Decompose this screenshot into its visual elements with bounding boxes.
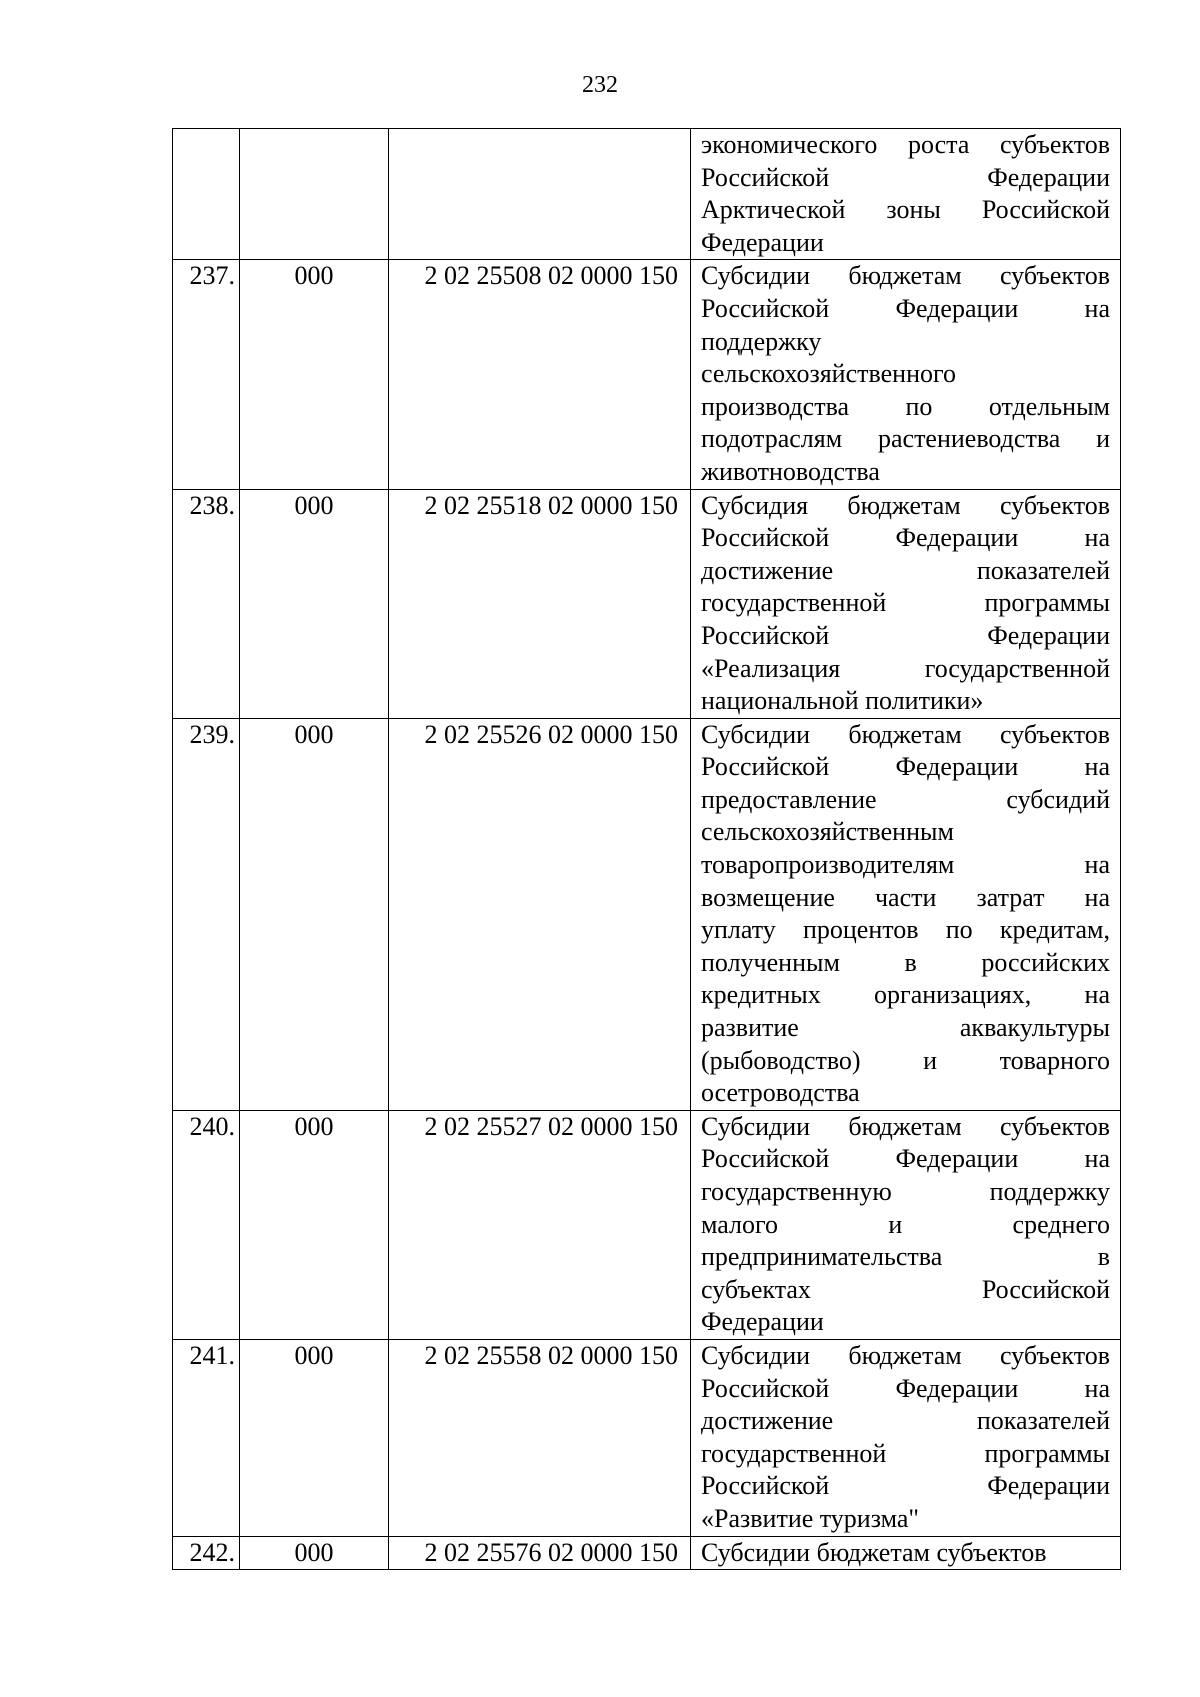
budget-code-cell [389, 129, 691, 260]
description-line: «Реализация государственной [701, 653, 1110, 683]
table-row [173, 1339, 1121, 1536]
description-line: полученным в российских [701, 947, 1110, 977]
description-line: Субсидии бюджетам субъектов [701, 1111, 1110, 1141]
description-line: Арктической зоны Российской [701, 195, 1110, 225]
description-line: сельскохозяйственным [701, 817, 954, 847]
description-line: Субсидии бюджетам субъектов [701, 1537, 1047, 1567]
description-line: Российской Федерации на [701, 752, 1110, 782]
description-line: развитие аквакультуры [701, 1013, 1110, 1043]
row-number-cell: 239. [173, 718, 240, 1110]
row-number-cell: 238. [173, 489, 240, 718]
description-cell [691, 1536, 1121, 1570]
row-number-cell [173, 129, 240, 260]
description-line: производства по отдельным [701, 391, 1110, 421]
budget-code-cell: 2 02 25527 02 0000 150 [389, 1110, 691, 1339]
description-line: субъектах Российской [701, 1274, 1110, 1304]
description-line: товаропроизводителям на [701, 850, 1110, 880]
description-line: Субсидия бюджетам субъектов [701, 490, 1110, 520]
description-line: «Развитие туризма" [701, 1503, 920, 1533]
table-row [173, 489, 1121, 718]
description-cell [691, 489, 1121, 718]
table-row [173, 718, 1121, 1110]
row-number-cell: 237. [173, 260, 240, 489]
budget-code-cell: 2 02 25518 02 0000 150 [389, 489, 691, 718]
admin-code-cell: 000 [240, 260, 389, 489]
description-line: Федерации [701, 227, 824, 257]
description-line: малого и среднего [701, 1209, 1110, 1239]
description-line: государственной программы [701, 588, 1110, 618]
description-line: Российской Федерации на [701, 293, 1110, 323]
description-line: Российской Федерации [701, 620, 1110, 650]
description-line: поддержку [701, 326, 822, 356]
description-line: предпринимательства в [701, 1242, 1110, 1272]
description-line: осетроводства [701, 1078, 860, 1108]
description-line: возмещение части затрат на [701, 882, 1110, 912]
description-line: Субсидии бюджетам субъектов [701, 261, 1110, 291]
budget-code-table [172, 128, 1121, 1570]
admin-code-cell: 000 [240, 489, 389, 718]
description-line: предоставление субсидий [701, 784, 1110, 814]
budget-code-cell: 2 02 25526 02 0000 150 [389, 718, 691, 1110]
description-line: подотраслям растениеводства и [701, 424, 1110, 454]
table-body [173, 129, 1121, 1570]
table-row [173, 260, 1121, 489]
description-cell [691, 129, 1121, 260]
description-line: животноводства [701, 456, 880, 486]
table-row [173, 129, 1121, 260]
row-number-cell: 242. [173, 1536, 240, 1570]
table-row [173, 1110, 1121, 1339]
description-line: достижение показателей [701, 1406, 1110, 1436]
admin-code-cell: 000 [240, 718, 389, 1110]
description-line: Субсидии бюджетам субъектов [701, 1340, 1110, 1370]
description-line: достижение показателей [701, 555, 1110, 585]
description-line: Российской Федерации [701, 162, 1110, 192]
description-cell [691, 260, 1121, 489]
description-line: Федерации [701, 1307, 824, 1337]
table-row [173, 1536, 1121, 1570]
description-cell [691, 718, 1121, 1110]
description-line: государственную поддержку [701, 1177, 1110, 1206]
description-line: Российской Федерации на [701, 1144, 1110, 1174]
description-line: сельскохозяйственного [701, 359, 956, 389]
budget-code-cell: 2 02 25558 02 0000 150 [389, 1339, 691, 1536]
row-number-cell: 240. [173, 1110, 240, 1339]
row-number-cell: 241. [173, 1339, 240, 1536]
budget-code-cell: 2 02 25508 02 0000 150 [389, 260, 691, 489]
admin-code-cell [240, 129, 389, 260]
description-line: уплату процентов по кредитам, [701, 915, 1110, 945]
description-cell [691, 1339, 1121, 1536]
description-line: национальной политики» [701, 686, 984, 716]
description-line: Российской Федерации на [701, 1373, 1110, 1403]
description-line: государственной программы [701, 1438, 1110, 1468]
description-line: (рыбоводство) и товарного [701, 1045, 1110, 1075]
admin-code-cell: 000 [240, 1110, 389, 1339]
description-line: Российской Федерации [701, 1471, 1110, 1501]
admin-code-cell: 000 [240, 1339, 389, 1536]
description-cell [691, 1110, 1121, 1339]
admin-code-cell: 000 [240, 1536, 389, 1570]
description-line: Субсидии бюджетам субъектов [701, 719, 1110, 749]
budget-code-cell: 2 02 25576 02 0000 150 [389, 1536, 691, 1570]
description-line: кредитных организациях, на [701, 980, 1110, 1010]
description-line: Российской Федерации на [701, 523, 1110, 553]
description-line: экономического роста субъектов [701, 130, 1110, 159]
page-number: 232 [582, 72, 618, 98]
